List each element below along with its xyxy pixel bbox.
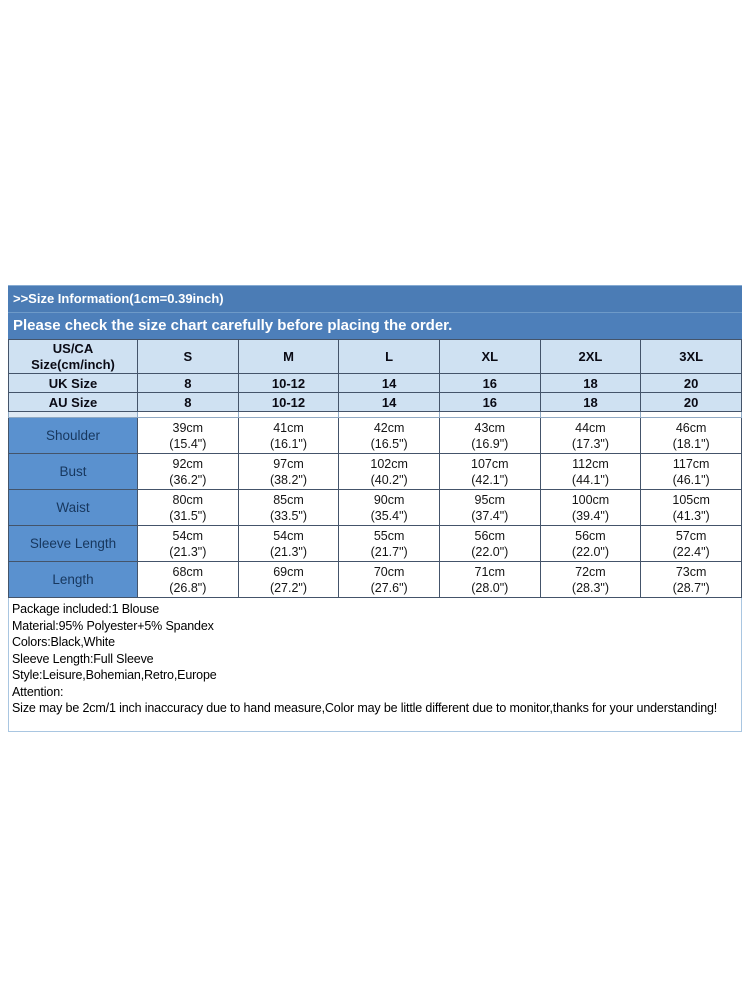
row-label-bust: Bust	[9, 454, 138, 490]
corner-cell	[9, 340, 138, 374]
shoulder-3xl: 46cm (18.1")	[641, 418, 742, 454]
row-label-sleeve-length: Sleeve Length	[9, 526, 138, 562]
length-s: 68cm (26.8")	[138, 562, 239, 598]
table-row-waist	[9, 490, 742, 526]
shoulder-2xl: 44cm (17.3")	[540, 418, 641, 454]
row-label-length: Length	[9, 562, 138, 598]
column-header-2xl: 2XL	[540, 340, 641, 374]
uk-size-value: 8	[138, 374, 239, 393]
table-row-size-labels	[9, 340, 742, 374]
length-m: 69cm (27.2")	[238, 562, 339, 598]
au-size-value: 16	[439, 393, 540, 412]
bust-l: 102cm (40.2")	[339, 454, 440, 490]
row-label-shoulder: Shoulder	[9, 418, 138, 454]
table-row-sleeve-length	[9, 526, 742, 562]
size-info-sheet	[8, 285, 742, 732]
table-row-shoulder	[9, 418, 742, 454]
waist-m: 85cm (33.5")	[238, 490, 339, 526]
row-label-waist: Waist	[9, 490, 138, 526]
length-3xl: 73cm (28.7")	[641, 562, 742, 598]
product-details	[8, 598, 742, 732]
sleeve-xl: 56cm (22.0")	[439, 526, 540, 562]
uk-size-value: 16	[439, 374, 540, 393]
detail-material: Material:95% Polyester+5% Spandex	[12, 618, 214, 633]
detail-sleeve-length: Sleeve Length:Full Sleeve	[12, 651, 154, 666]
waist-2xl: 100cm (39.4")	[540, 490, 641, 526]
detail-disclaimer: Size may be 2cm/1 inch inaccuracy due to hand measure,Color may be little different due to monitor,thanks for your understanding!	[12, 701, 718, 715]
column-header-m: M	[238, 340, 339, 374]
waist-xl: 95cm (37.4")	[439, 490, 540, 526]
detail-colors: Colors:Black,White	[12, 635, 115, 649]
bust-m: 97cm (38.2")	[238, 454, 339, 490]
shoulder-m: 41cm (16.1")	[238, 418, 339, 454]
size-chart-table	[8, 339, 742, 598]
waist-3xl: 105cm (41.3")	[641, 490, 742, 526]
length-xl: 71cm (28.0")	[439, 562, 540, 598]
au-size-value: 10-12	[238, 393, 339, 412]
au-size-value: 8	[138, 393, 239, 412]
table-row-bust	[9, 454, 742, 490]
shoulder-xl: 43cm (16.9")	[439, 418, 540, 454]
column-header-l: L	[339, 340, 440, 374]
sleeve-3xl: 57cm (22.4")	[641, 526, 742, 562]
detail-attention: Attention:	[12, 684, 64, 699]
detail-style: Style:Leisure,Bohemian,Retro,Europe	[12, 668, 217, 682]
bust-2xl: 112cm (44.1")	[540, 454, 641, 490]
detail-package-included: Package included:1 Blouse	[12, 602, 160, 616]
uk-size-value: 20	[641, 374, 742, 393]
sleeve-s: 54cm (21.3")	[138, 526, 239, 562]
length-2xl: 72cm (28.3")	[540, 562, 641, 598]
uk-size-label: UK Size	[9, 374, 138, 393]
table-row-length	[9, 562, 742, 598]
sleeve-l: 55cm (21.7")	[339, 526, 440, 562]
size-info-header	[8, 285, 742, 339]
column-header-s: S	[138, 340, 239, 374]
uk-size-value: 10-12	[238, 374, 339, 393]
waist-l: 90cm (35.4")	[339, 490, 440, 526]
shoulder-s: 39cm (15.4")	[138, 418, 239, 454]
shoulder-l: 42cm (16.5")	[339, 418, 440, 454]
au-size-value: 14	[339, 393, 440, 412]
corner-line1: US/CA	[52, 340, 94, 356]
column-header-xl: XL	[439, 340, 540, 374]
length-l: 70cm (27.6")	[339, 562, 440, 598]
bust-s: 92cm (36.2")	[138, 454, 239, 490]
column-header-3xl: 3XL	[641, 340, 742, 374]
bust-xl: 107cm (42.1")	[439, 454, 540, 490]
size-info-title: >>Size Information(1cm=0.39inch)	[8, 286, 742, 313]
au-size-value: 20	[641, 393, 742, 412]
waist-s: 80cm (31.5")	[138, 490, 239, 526]
au-size-label: AU Size	[9, 393, 138, 412]
table-row-au-size	[9, 393, 742, 412]
sleeve-2xl: 56cm (22.0")	[540, 526, 641, 562]
size-info-subtitle: Please check the size chart carefully before placing the order.	[13, 317, 453, 334]
corner-line2: Size(cm/inch)	[31, 356, 115, 372]
uk-size-value: 14	[339, 374, 440, 393]
table-row-uk-size	[9, 374, 742, 393]
au-size-value: 18	[540, 393, 641, 412]
sleeve-m: 54cm (21.3")	[238, 526, 339, 562]
uk-size-value: 18	[540, 374, 641, 393]
bust-3xl: 117cm (46.1")	[641, 454, 742, 490]
